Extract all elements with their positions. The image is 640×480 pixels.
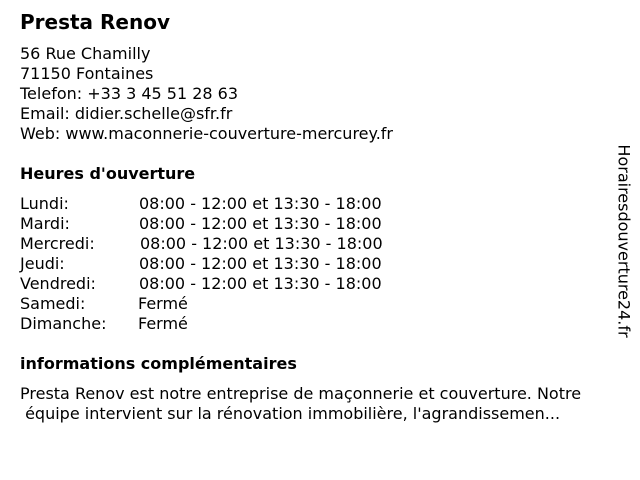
day-hours: 08:00 - 12:00 et 13:30 - 18:00 bbox=[139, 194, 382, 213]
day-label: Lundi: bbox=[20, 194, 69, 213]
watermark-label bbox=[614, 136, 634, 346]
day-label: Dimanche: bbox=[20, 314, 107, 333]
info-line: Presta Renov est notre entreprise de maçonnerie et couverture. Notre bbox=[20, 384, 582, 403]
day-hours: 08:00 - 12:00 et 13:30 - 18:00 bbox=[139, 274, 382, 293]
day-label: Mardi: bbox=[20, 214, 70, 233]
day-hours: 08:00 - 12:00 et 13:30 - 18:00 bbox=[139, 254, 382, 273]
additional-info-heading: informations complémentaires bbox=[20, 354, 297, 373]
day-hours: Fermé bbox=[138, 314, 188, 333]
website-url: Web: www.maconnerie-couverture-mercurey.fr bbox=[20, 124, 393, 143]
contact-block bbox=[20, 44, 393, 144]
phone-number: Telefon: +33 3 45 51 28 63 bbox=[20, 84, 239, 103]
business-name: Presta Renov bbox=[20, 10, 170, 34]
day-hours: Fermé bbox=[138, 294, 188, 313]
opening-hours-heading: Heures d'ouverture bbox=[20, 164, 196, 183]
additional-info-text bbox=[20, 384, 632, 424]
day-label: Jeudi: bbox=[20, 254, 65, 273]
day-hours: 08:00 - 12:00 et 13:30 - 18:00 bbox=[140, 234, 383, 253]
email-address: Email: didier.schelle@sfr.fr bbox=[20, 104, 233, 123]
day-label: Vendredi: bbox=[20, 274, 96, 293]
address-city: 71150 Fontaines bbox=[20, 64, 154, 83]
address-street: 56 Rue Chamilly bbox=[20, 44, 151, 63]
day-label: Mercredi: bbox=[20, 234, 95, 253]
watermark-text: Horairesdouverture24.fr bbox=[615, 144, 635, 338]
info-line: équipe intervient sur la rénovation immobilière, l'agrandissemen... bbox=[20, 404, 561, 423]
day-hours: 08:00 - 12:00 et 13:30 - 18:00 bbox=[139, 214, 382, 233]
day-label: Samedi: bbox=[20, 294, 86, 313]
